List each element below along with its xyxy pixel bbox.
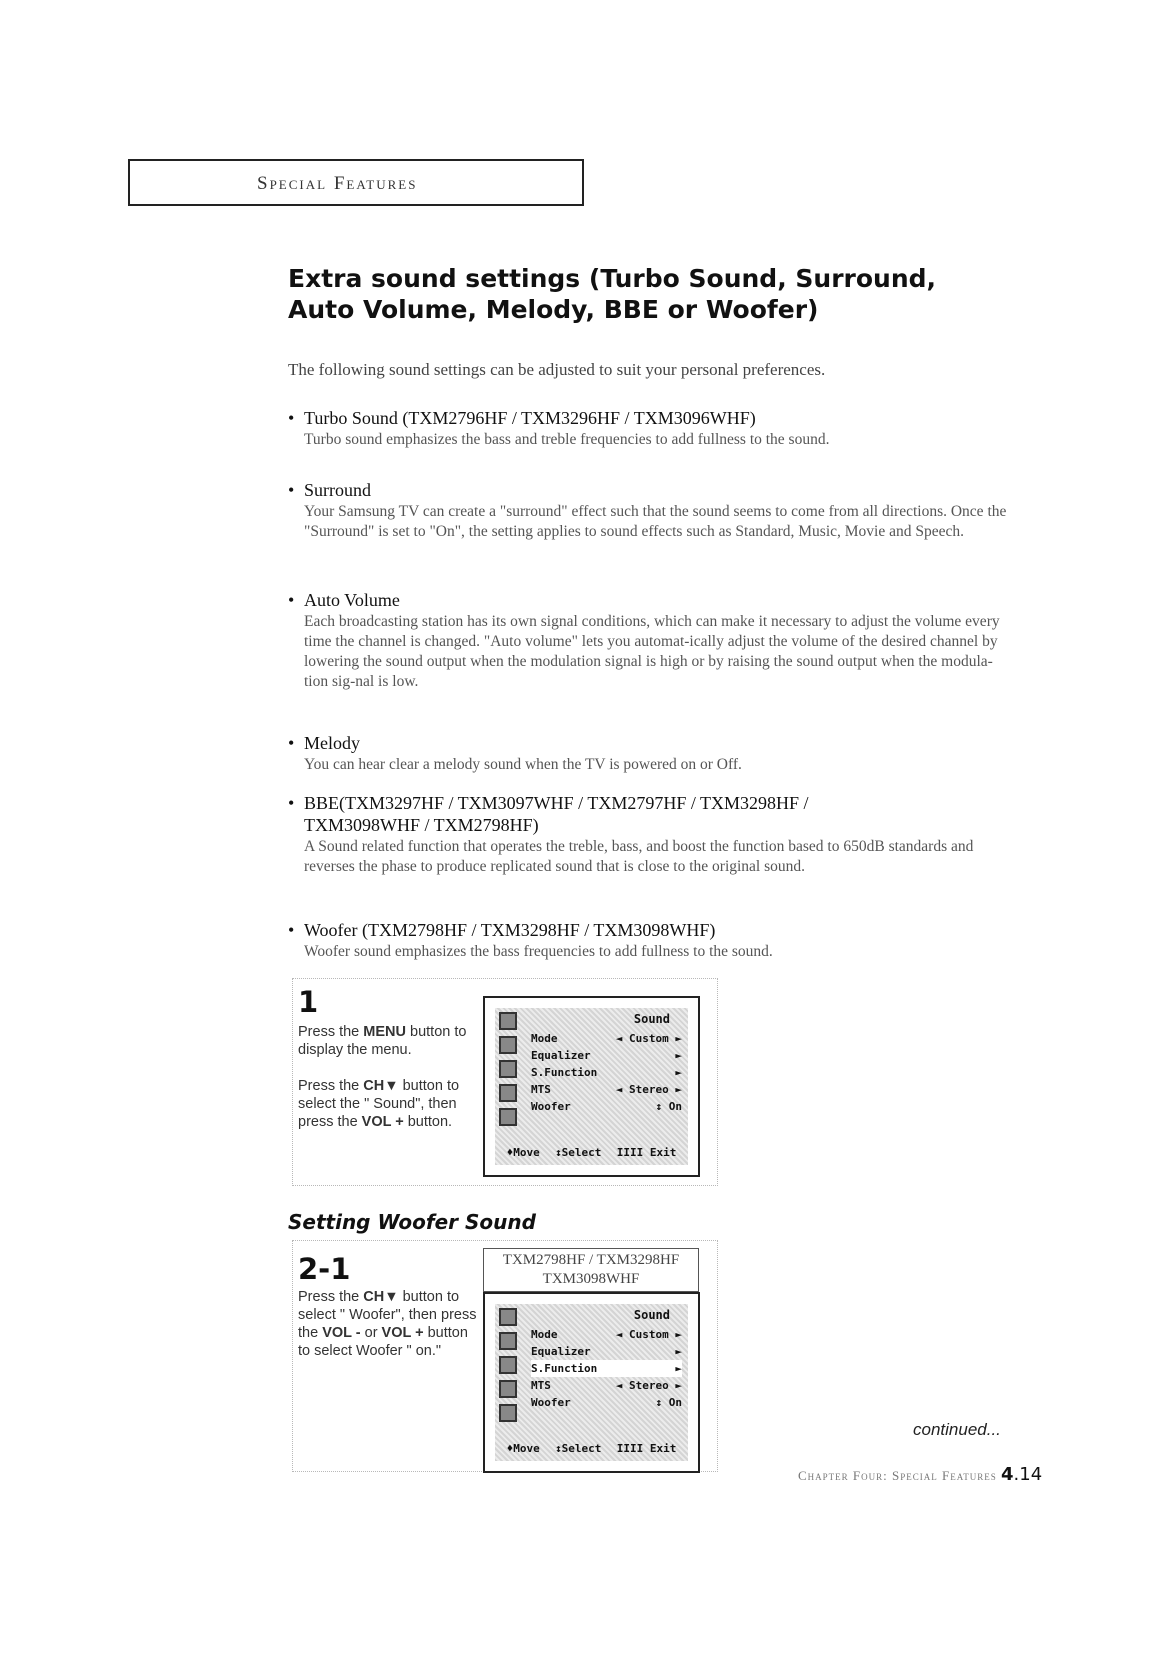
item-body: A Sound related function that operates the treble, bass, and boost the function based to 650dB standards and reverses the phase to produce replicated sound that is close to the original sound. (304, 838, 974, 875)
sound-icon (499, 1332, 517, 1350)
item-body: Woofer sound emphasizes the bass frequencies to add fullness to the sound. (304, 943, 773, 960)
page-title: Extra sound settings (Turbo Sound, Surround, Auto Volume, Melody, BBE or Woofer) (288, 264, 937, 324)
item-heading: Auto Volume (304, 590, 400, 610)
item-heading: Surround (304, 480, 371, 500)
menu-rows (531, 1326, 682, 1411)
item-heading: BBE(TXM3297HF / TXM3097WHF / TXM2797HF / TXM3298HF / TXM3098WHF / TXM2798HF) (304, 793, 809, 835)
section-title: Setting Woofer Sound (288, 1210, 536, 1234)
menu-row-woofer: Woofer ↕ On (531, 1100, 682, 1113)
bullet-icon: • (288, 408, 295, 428)
channel-icon (499, 1356, 517, 1374)
tv-menu-screenshot (483, 996, 700, 1177)
item-body: Each broadcasting station has its own signal conditions, which can make it necessary to adjust the volume every time the channel is changed. "Auto volume" lets you automat-ically adjust the volume of the desired channel by lowering the sound output when the modulation signal is high or by raising the sound output when the modula-tion sig-nal is low. (304, 613, 1000, 690)
step-instruction: Press the CH▼ button to select " Woofer", then press the VOL - or VOL + button to select Woofer " on." (298, 1289, 477, 1359)
menu-row-woofer: Woofer ↕ On (531, 1396, 682, 1409)
bullet-icon: • (288, 793, 295, 813)
continued-note: continued... (913, 1420, 1001, 1439)
model-applicability-box (483, 1248, 699, 1292)
bullet-icon: • (288, 590, 295, 610)
menu-row-equalizer: Equalizer ► (531, 1049, 682, 1062)
menu-footer (499, 1439, 684, 1457)
menu-row-sfunction: S.Function ► (531, 1066, 682, 1079)
list-item (288, 589, 1008, 692)
item-body: You can hear clear a melody sound when the TV is powered on or Off. (304, 756, 742, 773)
sound-icon (499, 1036, 517, 1054)
channel-icon (499, 1060, 517, 1078)
picture-icon (499, 1308, 517, 1326)
bullet-icon: • (288, 480, 295, 500)
item-heading: Turbo Sound (TXM2796HF / TXM3296HF / TXM3096WHF) (304, 408, 756, 428)
input-icon (499, 1108, 517, 1126)
step-number: 1 (298, 985, 319, 1019)
menu-rows (531, 1030, 682, 1115)
item-heading: Woofer (TXM2798HF / TXM3298HF / TXM3098WHF) (304, 920, 716, 940)
page-number: 4.14 (1000, 1464, 1043, 1485)
section-header-label: Special Features (257, 173, 418, 194)
item-heading: Melody (304, 733, 360, 753)
footer-chapter: Chapter Four: Special Features (798, 1468, 997, 1483)
models-line-2: TXM3098WHF (542, 1271, 640, 1287)
step-instruction: Press the CH▼ button to select the " Sound", then press the VOL + button. (298, 1078, 460, 1130)
bullet-icon: • (288, 920, 295, 940)
select-hint: ↕Select (555, 1441, 602, 1455)
list-item (288, 919, 1008, 962)
menu-row-mts: MTS ◄ Stereo ► (531, 1379, 682, 1392)
menu-row-equalizer: Equalizer ► (531, 1345, 682, 1358)
models-line-1: TXM2798HF / TXM3298HF (502, 1252, 680, 1268)
select-hint: ↕Select (555, 1145, 602, 1159)
menu-icon-column (499, 1308, 521, 1428)
page-footer (798, 1464, 1042, 1485)
bullet-icon: • (288, 733, 295, 753)
exit-hint: IIII Exit (616, 1441, 677, 1455)
menu-row-mode: Mode ◄ Custom ► (531, 1032, 682, 1045)
menu-footer (499, 1143, 684, 1161)
menu-title: Sound (633, 1308, 670, 1322)
menu-icon-column (499, 1012, 521, 1132)
step-instruction: Press the MENU button to display the menu. (298, 1024, 467, 1058)
list-item (288, 792, 1008, 877)
list-item (288, 479, 1008, 542)
menu-screen (495, 1008, 688, 1165)
input-icon (499, 1404, 517, 1422)
move-hint: ♦Move (506, 1441, 540, 1455)
section-header-box (128, 159, 584, 206)
exit-hint: IIII Exit (616, 1145, 677, 1159)
step-2-1 (298, 1252, 478, 1360)
setup-icon (499, 1380, 517, 1398)
step-1 (298, 985, 478, 1131)
list-item (288, 407, 1008, 450)
move-hint: ♦Move (506, 1145, 540, 1159)
menu-row-sfunction: S.Function ► (531, 1362, 682, 1375)
item-body: Turbo sound emphasizes the bass and treble frequencies to add fullness to the sound. (304, 431, 830, 448)
menu-row-mts: MTS ◄ Stereo ► (531, 1083, 682, 1096)
tv-menu-screenshot (483, 1292, 700, 1473)
menu-screen (495, 1304, 688, 1461)
menu-title: Sound (633, 1012, 670, 1026)
setup-icon (499, 1084, 517, 1102)
item-body: Your Samsung TV can create a "surround" effect such that the sound seems to come from all directions. Once the "Surround" is set to "On", the setting applies to sound effects such as Standard, Music, Movie and Speech. (304, 503, 1007, 540)
step-number: 2-1 (298, 1252, 351, 1286)
intro-text: The following sound settings can be adjusted to suit your personal preferences. (288, 360, 826, 379)
list-item (288, 732, 1008, 775)
picture-icon (499, 1012, 517, 1030)
menu-row-mode: Mode ◄ Custom ► (531, 1328, 682, 1341)
